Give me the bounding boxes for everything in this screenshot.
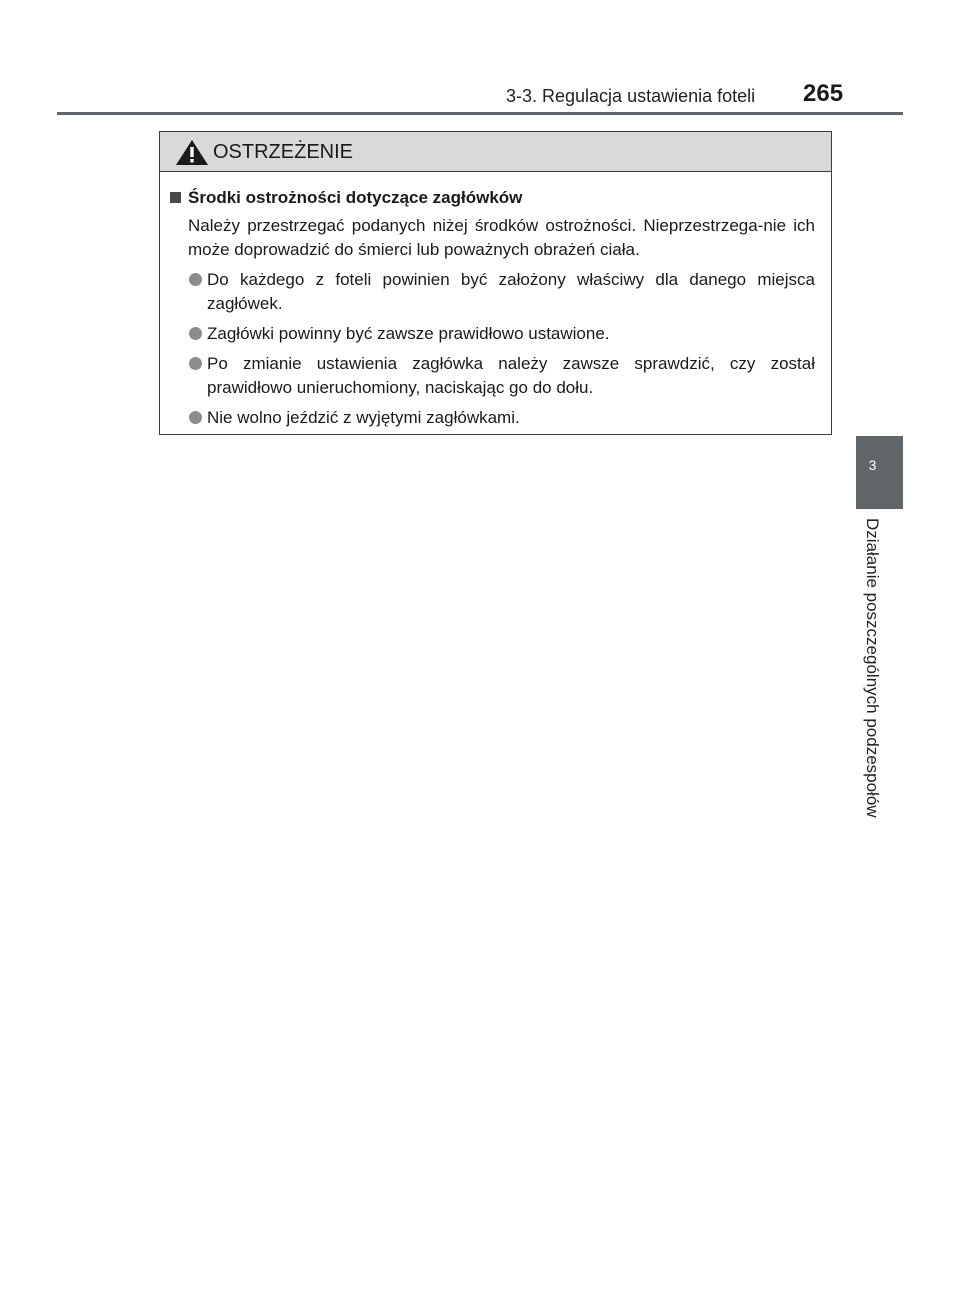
round-bullet-icon [189, 273, 202, 286]
header-rule [57, 112, 903, 115]
warning-intro: Należy przestrzegać podanych niżej środków ostrożności. Nieprzestrzega-nie ich może doprowadzić do śmierci lub poważnych obrażeń ciała. [188, 216, 815, 259]
warning-heading [170, 186, 815, 210]
list-item [170, 406, 815, 430]
list-item [170, 268, 815, 316]
warning-title: OSTRZEŻENIE [213, 141, 354, 163]
warning-body [160, 172, 831, 430]
list-item-text: Nie wolno jeździć z wyjętymi zagłówkami. [207, 408, 520, 427]
page-number: 265 [803, 80, 844, 107]
warning-header [160, 132, 831, 172]
list-item [170, 352, 815, 400]
warning-triangle-icon [175, 139, 209, 166]
square-bullet-icon [170, 192, 181, 203]
list-item-text: Do każdego z foteli powinien być założony właściwy dla danego miejsca zagłówek. [207, 270, 815, 313]
warning-heading-text: Środki ostrożności dotyczące zagłówków [188, 188, 523, 207]
list-item-text: Zagłówki powinny być zawsze prawidłowo ustawione. [207, 324, 610, 343]
chapter-tab [856, 436, 903, 509]
section-title: 3-3. Regulacja ustawienia foteli [506, 86, 756, 106]
warning-box [159, 131, 832, 435]
chapter-number: 3 [868, 457, 877, 473]
round-bullet-icon [189, 357, 202, 370]
round-bullet-icon [189, 411, 202, 424]
page-header [0, 0, 960, 116]
round-bullet-icon [189, 327, 202, 340]
list-item [170, 322, 815, 346]
chapter-label: Działanie poszczególnych podzespołów [863, 518, 882, 818]
list-item-text: Po zmianie ustawienia zagłówka należy zawsze sprawdzić, czy został prawidłowo unieruchomiony, naciskając go do dołu. [207, 354, 815, 397]
